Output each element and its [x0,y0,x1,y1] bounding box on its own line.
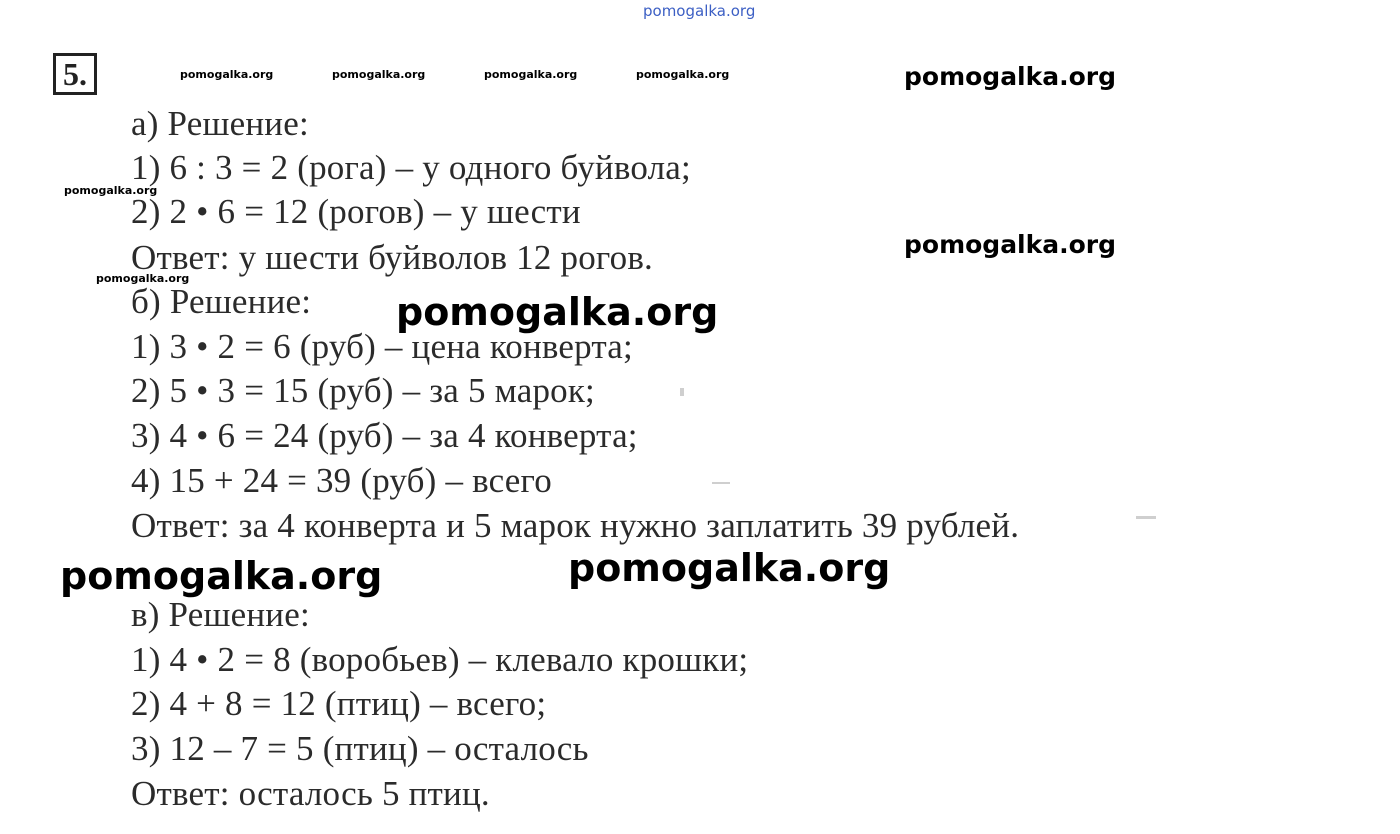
part-c-answer: Ответ: осталось 5 птиц. [131,774,490,813]
watermark-medium: pomogalka.org [904,230,1117,259]
part-c-step-2: 2) 4 + 8 = 12 (птиц) – всего; [131,684,547,723]
watermark-large: pomogalka.org [60,554,383,598]
watermark-small: pomogalka.org [484,68,578,81]
watermark-medium: pomogalka.org [904,62,1117,91]
watermark-small: pomogalka.org [96,272,190,285]
part-a-heading: а) Решение: [131,104,309,143]
part-b-step-1: 1) 3 • 2 = 6 (руб) – цена конверта; [131,327,633,366]
watermark-large: pomogalka.org [396,290,719,334]
part-b-answer: Ответ: за 4 конверта и 5 марок нужно заплатить 39 рублей. [131,506,1020,545]
watermark-large: pomogalka.org [568,546,891,590]
part-a-step-2: 2) 2 • 6 = 12 (рогов) – у шести [131,192,581,231]
watermark-small: pomogalka.org [636,68,730,81]
part-b-step-4: 4) 15 + 24 = 39 (руб) – всего [131,461,552,500]
scan-artifact [1136,516,1156,519]
part-b-step-3: 3) 4 • 6 = 24 (руб) – за 4 конверта; [131,416,638,455]
part-c-heading: в) Решение: [131,595,310,634]
part-b-step-2: 2) 5 • 3 = 15 (руб) – за 5 марок; [131,371,595,410]
part-a-step-1: 1) 6 : 3 = 2 (рога) – у одного буйвола; [131,148,691,187]
part-c-step-1: 1) 4 • 2 = 8 (воробьев) – клевало крошки; [131,640,749,679]
scan-artifact [712,482,730,484]
watermark-small: pomogalka.org [64,184,158,197]
part-b-heading: б) Решение: [131,282,312,321]
header-watermark: pomogalka.org [643,2,756,20]
watermark-small: pomogalka.org [332,68,426,81]
part-c-step-3: 3) 12 – 7 = 5 (птиц) – осталось [131,729,589,768]
part-a-answer: Ответ: у шести буйволов 12 рогов. [131,238,653,277]
scan-artifact [680,388,684,396]
task-number: 5. [53,53,97,95]
watermark-small: pomogalka.org [180,68,274,81]
